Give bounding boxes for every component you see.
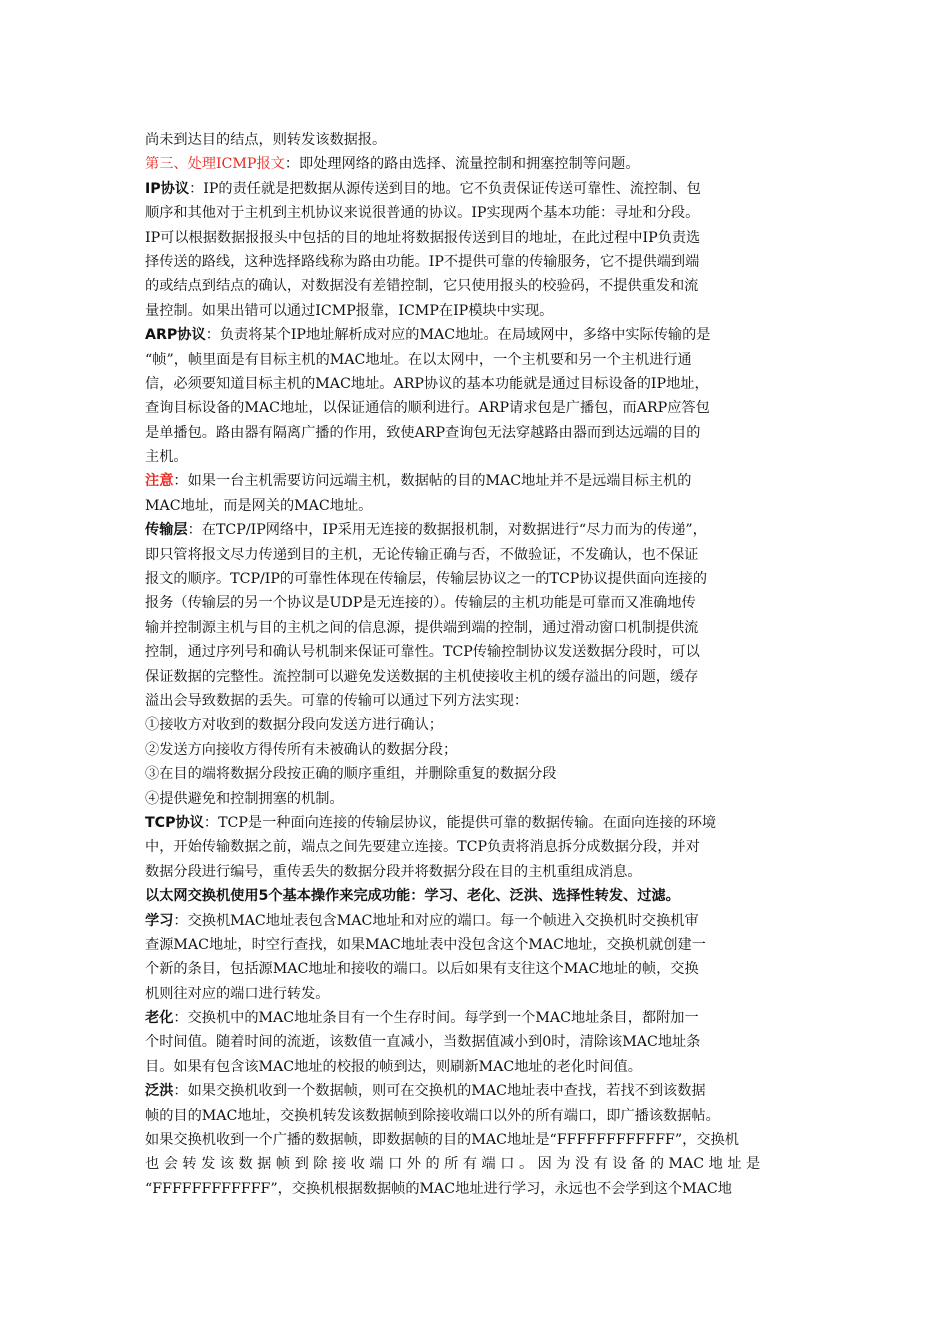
line-text: 以太网交换机使用5个基本操作来完成功能：学习、老化、泛洪、选择性转发、过滤。: [145, 888, 680, 905]
paragraph-learn: [145, 909, 811, 1007]
text-line: [145, 128, 811, 152]
text-line: [145, 933, 811, 957]
text-line: [145, 713, 811, 737]
paragraph-label: 老化: [145, 1010, 174, 1027]
line-text: 如果交换机收到一个广播的数据帧，即数据帧的目的MAC地址是“FFFFFFFFFFFF”，交换机: [145, 1132, 739, 1149]
line-text: ④提供避免和控制拥塞的机制。: [145, 790, 344, 807]
text-line: [145, 1177, 811, 1201]
text-line: [145, 835, 811, 859]
text-line: [145, 591, 811, 615]
line-text: 即只管将报文尽力传递到目的主机，无论传输正确与否，不做验证，不发确认，也不保证: [145, 546, 699, 563]
text-line: [145, 1055, 811, 1079]
text-line: [145, 299, 811, 323]
text-line: [145, 884, 811, 908]
line-text: 数据分段进行编号，重传丢失的数据分段并将数据分段在目的主机重组成消息。: [145, 863, 642, 880]
text-line: [145, 616, 811, 640]
line-text: 报文的顺序。TCP/IP的可靠性体现在传输层，传输层协议之一的TCP协议提供面向连接的: [145, 571, 708, 588]
line-text: 查源MAC地址，时空行查找，如果MAC地址表中没包含这个MAC地址，交换机就创建一: [145, 936, 706, 953]
paragraph-label: 学习: [145, 912, 174, 929]
text-line: [145, 982, 811, 1006]
line-text: IP可以根据数据报报头中包括的目的地址将数据报传送到目的地址，在此过程中IP负责选: [145, 229, 701, 246]
line-text: ②发送方向接收方得传所有未被确认的数据分段；: [145, 741, 458, 758]
line-text: ：TCP是一种面向连接的传输层协议，能提供可靠的数据传输。在面向连接的环境: [203, 814, 717, 831]
paragraph-list3: [145, 762, 811, 786]
text-line: [145, 909, 811, 933]
text-line: [145, 787, 811, 811]
paragraph-aging: [145, 1006, 811, 1079]
text-line: [145, 250, 811, 274]
paragraph-note: [145, 469, 811, 518]
paragraph-label: 传输层: [145, 522, 188, 539]
line-text: ：即处理网络的路由选择、流量控制和拥塞控制等问题。: [284, 156, 640, 173]
text-line: [145, 957, 811, 981]
line-text: ：在TCP/IP网络中，IP采用无连接的数据报机制，对数据进行“尽力而为的传递”，: [187, 522, 707, 539]
text-line: [145, 567, 811, 591]
line-text: 目。如果有包含该MAC地址的校报的帧到达，则刷新MAC地址的老化时间值。: [145, 1058, 642, 1075]
paragraph-ip: [145, 177, 811, 323]
line-text: 顺序和其他对于主机到主机协议来说很普通的协议。IP实现两个基本功能：寻址和分段。: [145, 205, 700, 222]
paragraph-arp: [145, 323, 811, 469]
paragraph-label: IP协议: [145, 180, 190, 197]
text-line: [145, 543, 811, 567]
line-text: ：IP的责任就是把数据从源传送到目的地。它不负责保证传送可靠性、流控制、包: [189, 180, 701, 197]
paragraph-forward: [145, 128, 811, 152]
line-text: 溢出会导致数据的丢失。可靠的传输可以通过下列方法实现：: [145, 692, 529, 709]
line-text: 帧的目的MAC地址，交换机转发该数据帧到除接收端口以外的所有端口，即广播该数据帖。: [145, 1107, 720, 1124]
paragraph-flood: [145, 1079, 811, 1201]
line-text: ③在目的端将数据分段按正确的顺序重组，并删除重复的数据分段: [145, 766, 557, 783]
line-text: 量控制。如果出错可以通过ICMP报靠，ICMP在IP模块中实现。: [145, 302, 554, 319]
text-line: [145, 1152, 811, 1176]
text-line: [145, 640, 811, 664]
line-text: 信，必须要知道目标主机的MAC地址。ARP协议的基本功能就是通过目标设备的IP地址，: [145, 375, 709, 392]
line-text: ①接收方对收到的数据分段向发送方进行确认；: [145, 717, 443, 734]
line-text: “FFFFFFFFFFFF”，交换机根据数据帧的MAC地址进行学习，永远也不会学到这个MAC地: [145, 1180, 732, 1197]
text-line: [145, 494, 811, 518]
text-line: [145, 518, 811, 542]
paragraph-transport: [145, 518, 811, 713]
text-line: [145, 1104, 811, 1128]
text-line: [145, 226, 811, 250]
line-text: 是单播包。路由器有隔离广播的作用，致使ARP查询包无法穿越路由器而到达远端的目的: [145, 424, 701, 441]
line-text: 查询目标设备的MAC地址，以保证通信的顺利进行。ARP请求包是广播包，而ARP应答包: [145, 400, 710, 417]
line-text: ：负责将某个IP地址解析成对应的MAC地址。在局域网中，多络中实际传输的是: [205, 327, 711, 344]
line-text: 保证数据的完整性。流控制可以避免发送数据的主机使接收主机的缓存溢出的问题，缓存: [145, 668, 699, 685]
line-text: ：如果交换机收到一个数据帧，则可在交换机的MAC地址表中查找，若找不到该数据: [173, 1083, 706, 1100]
line-text: 控制，通过序列号和确认号机制来保证可靠性。TCP传输控制协议发送数据分段时，可以: [145, 644, 700, 661]
paragraph-tcp: [145, 811, 811, 884]
text-line: [145, 811, 811, 835]
paragraph-label: TCP协议: [145, 814, 204, 831]
line-text: 输并控制源主机与目的主机之间的信息源，提供端到端的控制，通过滑动窗口机制提供流: [145, 619, 699, 636]
line-text: 报务（传输层的另一个协议是UDP是无连接的）。传输层的主机功能是可靠而又准确地传: [145, 595, 696, 612]
text-line: [145, 421, 811, 445]
line-text: ：如果一台主机需要访问远端主机，数据帖的目的MAC地址并不是远端目标主机的: [173, 473, 692, 490]
text-line: [145, 348, 811, 372]
text-line: [145, 445, 811, 469]
text-line: [145, 177, 811, 201]
paragraph-label: 第三、处理ICMP报文: [145, 156, 285, 173]
text-line: [145, 469, 811, 493]
text-line: [145, 738, 811, 762]
text-line: [145, 323, 811, 347]
line-text: 机则往对应的端口进行转发。: [145, 985, 330, 1002]
text-line: [145, 201, 811, 225]
text-line: [145, 396, 811, 420]
text-line: [145, 1128, 811, 1152]
document-page: [145, 128, 811, 1201]
text-line: [145, 1030, 811, 1054]
paragraph-list1: [145, 713, 811, 737]
line-text: MAC地址，而是网关的MAC地址。: [145, 497, 373, 514]
line-text: 中，开始传输数据之前，端点之间先要建立连接。TCP负责将消息拆分成数据分段，并对: [145, 839, 700, 856]
text-line: [145, 1006, 811, 1030]
line-text: 择传送的路线，这种选择路线称为路由功能。IP不提供可靠的传输服务，它不提供端到端: [145, 253, 700, 270]
paragraph-label: ARP协议: [145, 327, 206, 344]
paragraph-list4: [145, 787, 811, 811]
paragraph-switch: [145, 884, 811, 908]
text-line: [145, 1079, 811, 1103]
text-line: [145, 372, 811, 396]
paragraph-label: 泛洪: [145, 1083, 174, 1100]
line-text: 主机。: [145, 449, 188, 466]
line-text: ：交换机中的MAC地址条目有一个生存时间。每学到一个MAC地址条目，都附加一: [173, 1010, 699, 1027]
line-text: 个新的条目，包括源MAC地址和接收的端口。以后如果有支往这个MAC地址的帧，交换: [145, 961, 699, 978]
paragraph-third: [145, 152, 811, 176]
text-line: [145, 762, 811, 786]
line-text: 个时间值。随着时间的流逝，该数值一直减小，当数据值减小到0时，清除该MAC地址条: [145, 1034, 701, 1051]
text-line: [145, 274, 811, 298]
text-line: [145, 152, 811, 176]
line-text: “帧”，帧里面是有目标主机的MAC地址。在以太网中，一个主机要和另一个主机进行通: [145, 351, 692, 368]
line-text: 尚未到达目的结点，则转发该数据报。: [145, 132, 387, 148]
line-text: 也 会 转 发 该 数 据 帧 到 除 接 收 端 口 外 的 所 有 端 口 。 因 为 没 有 设 备 的 MAC 地 址 是: [145, 1156, 761, 1173]
line-text: ：交换机MAC地址表包含MAC地址和对应的端口。每一个帧进入交换机时交换机审: [173, 912, 699, 929]
paragraph-label: 注意: [145, 473, 174, 490]
text-line: [145, 860, 811, 884]
paragraph-list2: [145, 738, 811, 762]
text-line: [145, 689, 811, 713]
line-text: 的或结点到结点的确认，对数据没有差错控制，它只使用报头的校验码，不提供重发和流: [145, 278, 699, 295]
text-line: [145, 665, 811, 689]
